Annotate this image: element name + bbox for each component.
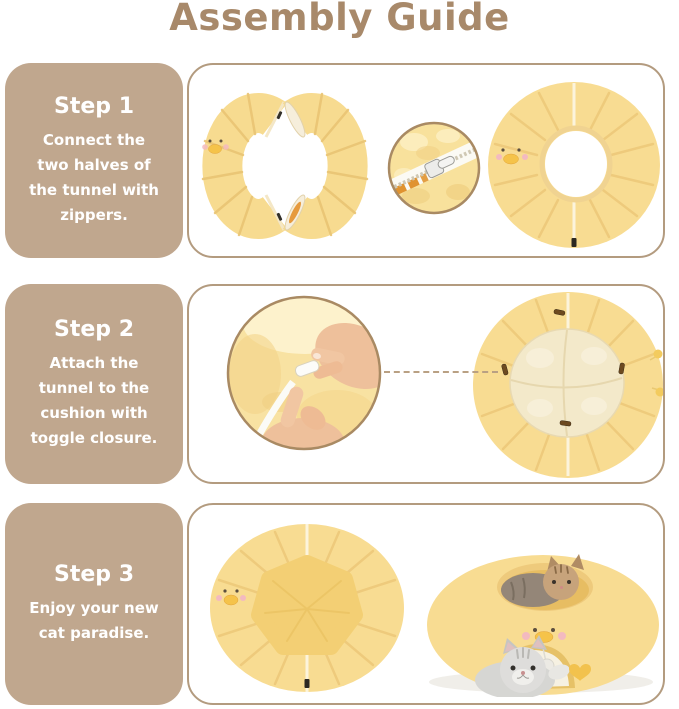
step-description-line: two halves of: [37, 155, 151, 174]
toggle-pointer-dashed-line: [384, 371, 498, 373]
step-description-line: the tunnel with: [29, 180, 159, 199]
step-1-image-panel: [187, 63, 665, 258]
zipper-closeup-inset-image: [386, 120, 482, 216]
step-title: Step 2: [54, 317, 134, 342]
step-description-line: zippers.: [60, 205, 128, 224]
step-description-line: toggle closure.: [30, 429, 158, 447]
step-1-label-box: [5, 63, 183, 258]
assembled-tunnel-image: [486, 80, 662, 250]
step-title: Step 1: [54, 93, 134, 119]
step-description-line: cushion with: [40, 404, 148, 422]
step-3-image-panel: [187, 503, 665, 705]
step-description-line: tunnel to the: [38, 379, 150, 397]
step-2-section: [5, 284, 665, 484]
tunnel-halves-image: [194, 85, 376, 247]
step-description-line: cat paradise.: [38, 624, 150, 642]
step-3-label-box: [5, 503, 183, 705]
toggle-closure-closeup-inset-image: [225, 294, 383, 452]
step-description-line: Enjoy your new: [29, 599, 159, 617]
page-title: Assembly Guide: [169, 0, 510, 39]
step-description-line: Connect the: [42, 130, 146, 149]
step-3-section: [5, 503, 665, 705]
step-title: Step 3: [54, 562, 134, 587]
tunnel-with-cushion-top-view-image: [470, 290, 665, 480]
step-description-line: Attach the: [49, 354, 139, 372]
step-2-image-panel: [187, 284, 665, 484]
cat-bed-top-view-image: [207, 521, 407, 695]
step-2-label-box: [5, 284, 183, 484]
step-1-section: [5, 63, 665, 258]
cat-bed-with-cats-image: [423, 530, 665, 697]
